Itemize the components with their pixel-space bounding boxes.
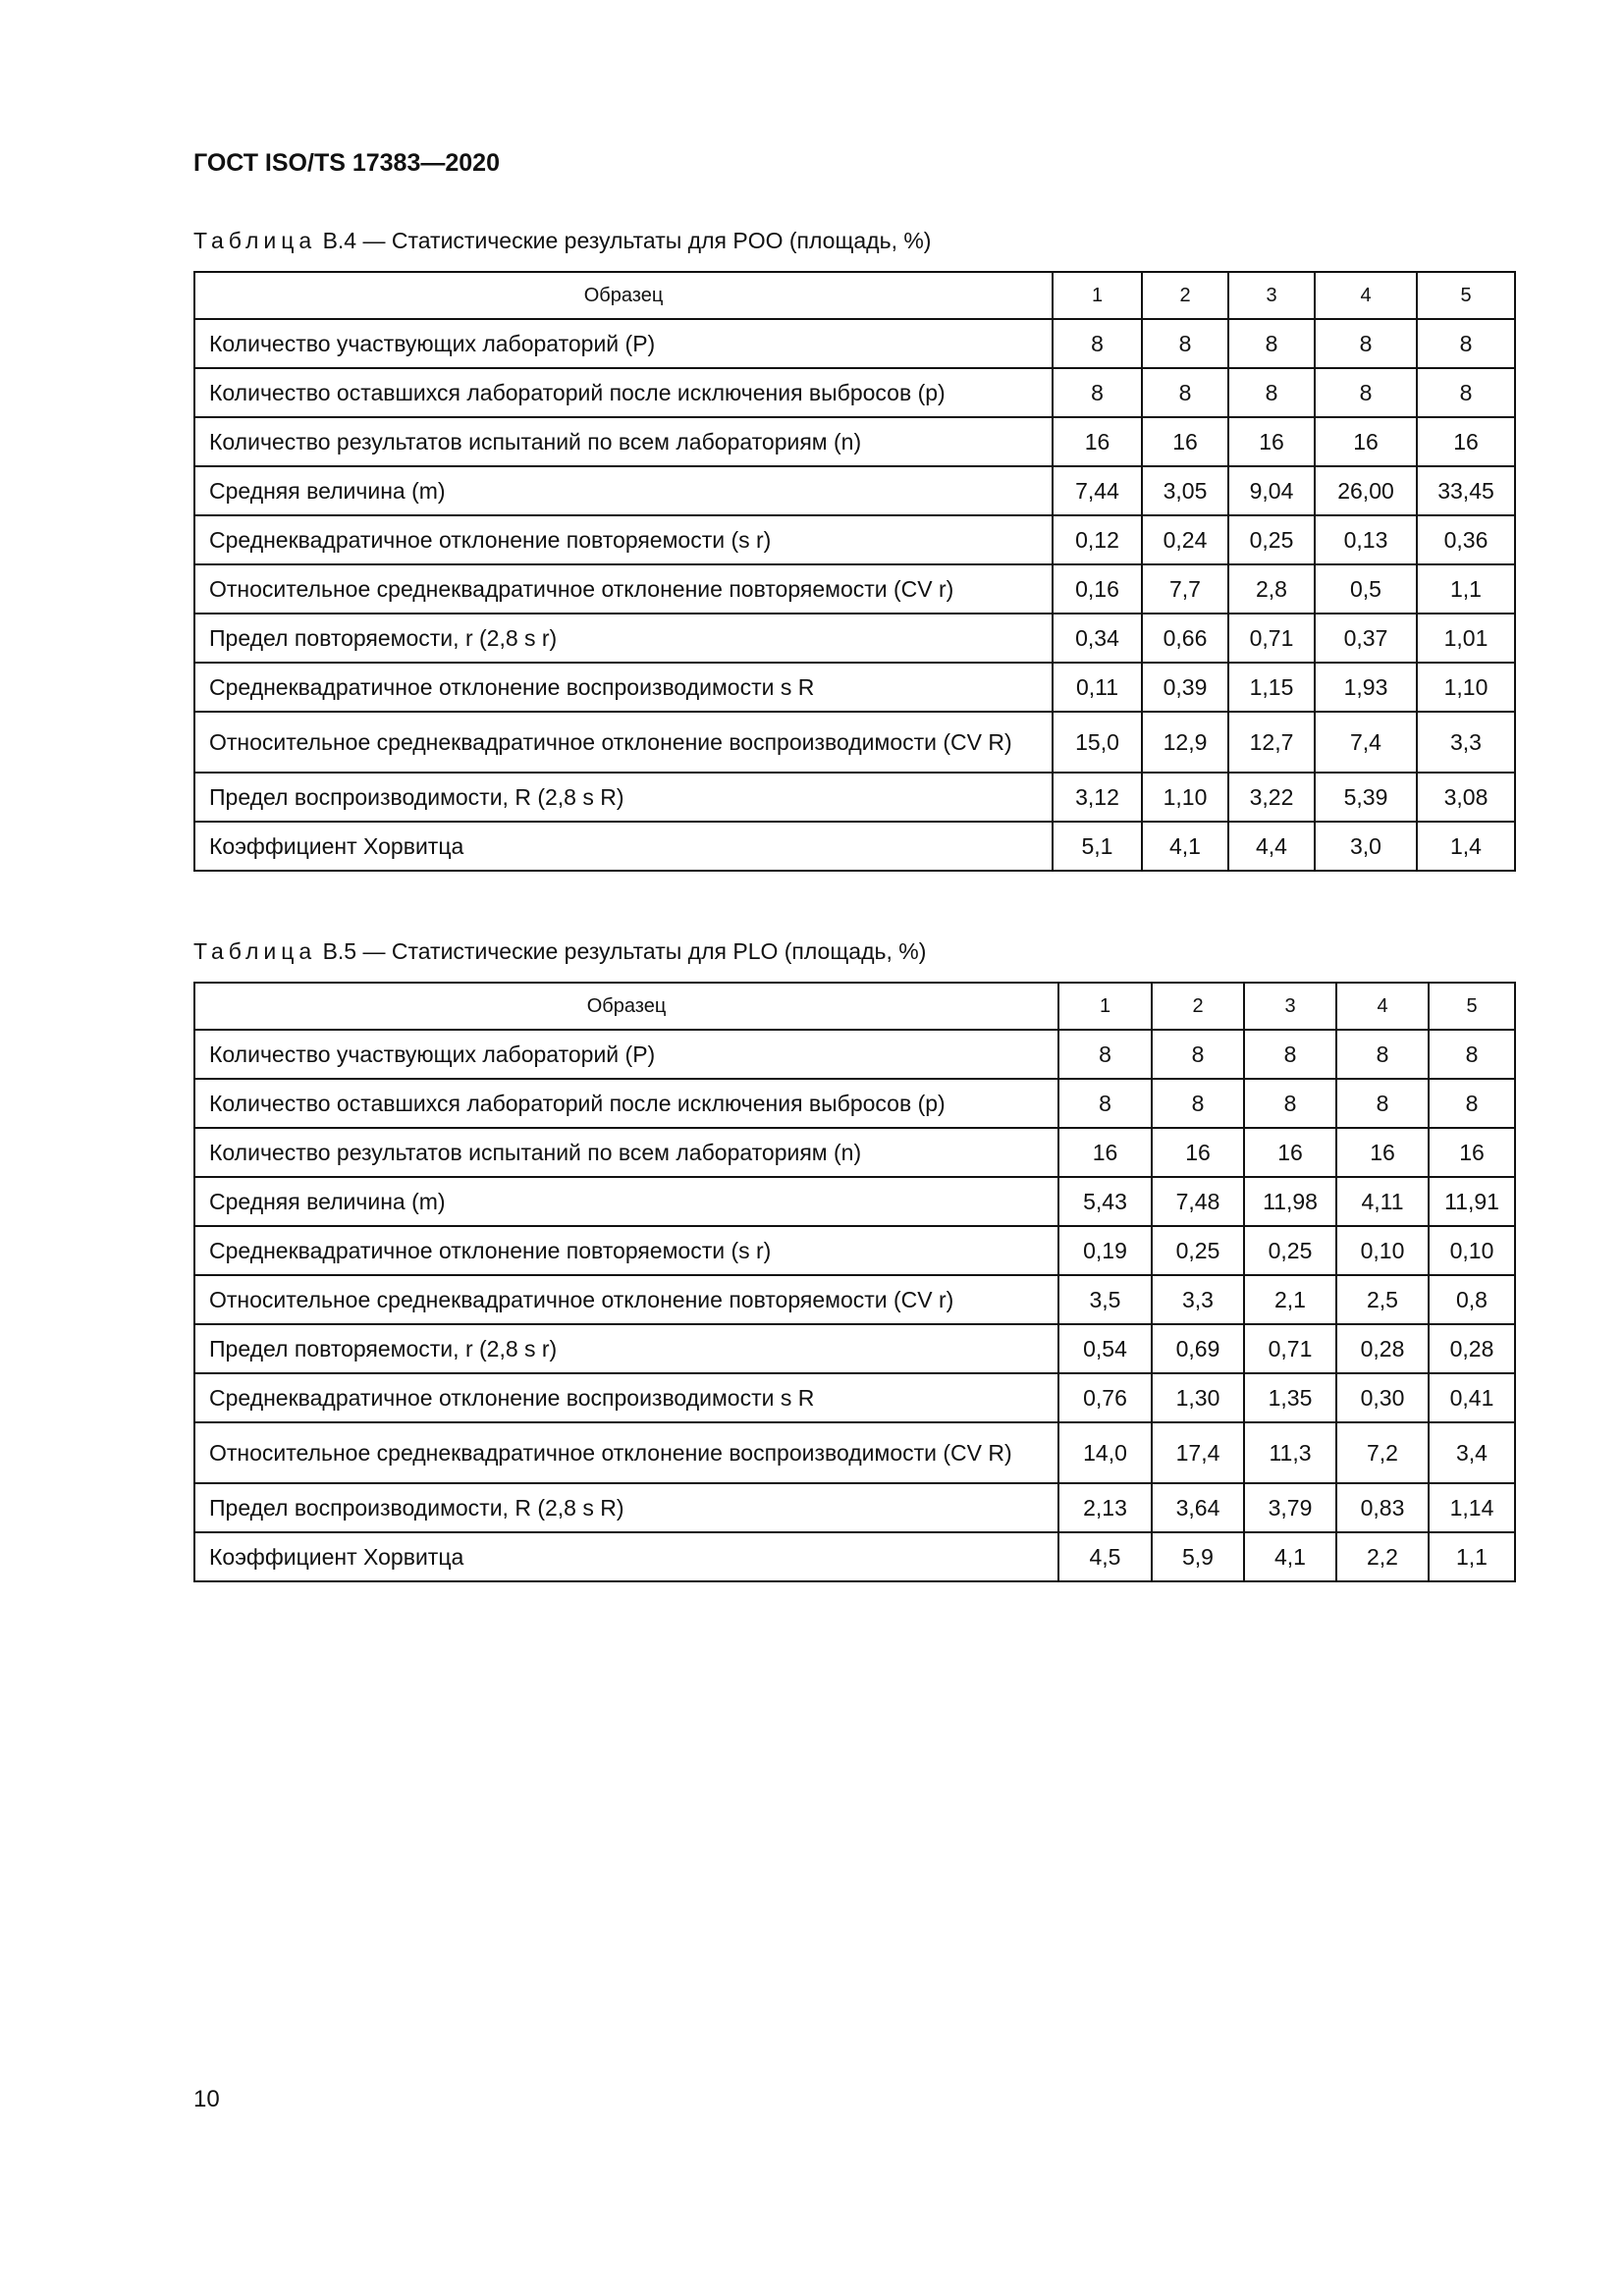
value-cell: 1,10 xyxy=(1142,773,1228,822)
value-cell: 16 xyxy=(1244,1128,1336,1177)
table-row xyxy=(194,1128,1515,1177)
value-cell: 4,1 xyxy=(1142,822,1228,871)
parameter-name-cell: Относительное среднеквадратичное отклонение воспроизводимости (CV R) xyxy=(194,712,1053,773)
document-code-header: ГОСТ ISO/TS 17383—2020 xyxy=(193,149,500,177)
table-row xyxy=(194,1532,1515,1581)
value-cell: 0,34 xyxy=(1053,614,1142,663)
value-cell: 12,9 xyxy=(1142,712,1228,773)
value-cell: 7,2 xyxy=(1336,1422,1429,1483)
value-cell: 3,64 xyxy=(1152,1483,1244,1532)
value-cell: 0,16 xyxy=(1053,564,1142,614)
parameter-name-cell: Среднеквадратичное отклонение повторяемости (s r) xyxy=(194,1226,1058,1275)
value-cell: 8 xyxy=(1142,319,1228,368)
value-cell: 2,8 xyxy=(1228,564,1315,614)
value-cell: 8 xyxy=(1244,1030,1336,1079)
value-cell: 0,5 xyxy=(1315,564,1417,614)
table-row xyxy=(194,822,1515,871)
table-b4-caption-text: В.4 — Статистические результаты для POO (площадь, %) xyxy=(316,228,932,253)
value-cell: 16 xyxy=(1336,1128,1429,1177)
value-cell: 4,5 xyxy=(1058,1532,1152,1581)
value-cell: 0,11 xyxy=(1053,663,1142,712)
value-cell: 12,7 xyxy=(1228,712,1315,773)
value-cell: 11,3 xyxy=(1244,1422,1336,1483)
value-cell: 3,4 xyxy=(1429,1422,1515,1483)
value-cell: 5,9 xyxy=(1152,1532,1244,1581)
value-cell: 1,10 xyxy=(1417,663,1515,712)
value-cell: 16 xyxy=(1058,1128,1152,1177)
table-row xyxy=(194,1226,1515,1275)
value-cell: 3,22 xyxy=(1228,773,1315,822)
value-cell: 0,39 xyxy=(1142,663,1228,712)
value-cell: 8 xyxy=(1142,368,1228,417)
table-row xyxy=(194,1422,1515,1483)
value-cell: 8 xyxy=(1152,1079,1244,1128)
value-cell: 14,0 xyxy=(1058,1422,1152,1483)
table-row xyxy=(194,1177,1515,1226)
value-cell: 0,25 xyxy=(1228,515,1315,564)
value-cell: 5,43 xyxy=(1058,1177,1152,1226)
table-b5-caption-text: В.5 — Статистические результаты для PLO (площадь, %) xyxy=(316,938,927,964)
value-cell: 0,71 xyxy=(1244,1324,1336,1373)
parameter-name-cell: Количество результатов испытаний по всем лабораториям (n) xyxy=(194,1128,1058,1177)
value-cell: 0,66 xyxy=(1142,614,1228,663)
value-cell: 0,37 xyxy=(1315,614,1417,663)
value-cell: 1,1 xyxy=(1417,564,1515,614)
table-row xyxy=(194,1483,1515,1532)
value-cell: 8 xyxy=(1429,1079,1515,1128)
value-cell: 16 xyxy=(1315,417,1417,466)
parameter-name-cell: Коэффициент Хорвитца xyxy=(194,1532,1058,1581)
table-row xyxy=(194,663,1515,712)
value-cell: 1,1 xyxy=(1429,1532,1515,1581)
value-cell: 8 xyxy=(1336,1079,1429,1128)
value-cell: 1,35 xyxy=(1244,1373,1336,1422)
column-header: Образец xyxy=(194,272,1053,319)
column-header: 1 xyxy=(1053,272,1142,319)
value-cell: 5,1 xyxy=(1053,822,1142,871)
value-cell: 2,2 xyxy=(1336,1532,1429,1581)
value-cell: 0,41 xyxy=(1429,1373,1515,1422)
value-cell: 3,3 xyxy=(1152,1275,1244,1324)
parameter-name-cell: Предел повторяемости, r (2,8 s r) xyxy=(194,1324,1058,1373)
table-b4 xyxy=(193,271,1516,872)
value-cell: 0,83 xyxy=(1336,1483,1429,1532)
value-cell: 8 xyxy=(1336,1030,1429,1079)
parameter-name-cell: Относительное среднеквадратичное отклонение повторяемости (CV r) xyxy=(194,564,1053,614)
value-cell: 1,01 xyxy=(1417,614,1515,663)
value-cell: 0,36 xyxy=(1417,515,1515,564)
value-cell: 4,1 xyxy=(1244,1532,1336,1581)
value-cell: 8 xyxy=(1228,319,1315,368)
value-cell: 0,25 xyxy=(1244,1226,1336,1275)
value-cell: 8 xyxy=(1244,1079,1336,1128)
column-header: 3 xyxy=(1244,983,1336,1030)
value-cell: 17,4 xyxy=(1152,1422,1244,1483)
table-b4-caption-label: Таблица xyxy=(193,228,317,253)
value-cell: 0,30 xyxy=(1336,1373,1429,1422)
value-cell: 0,71 xyxy=(1228,614,1315,663)
parameter-name-cell: Среднеквадратичное отклонение воспроизводимости s R xyxy=(194,1373,1058,1422)
parameter-name-cell: Относительное среднеквадратичное отклонение повторяемости (CV r) xyxy=(194,1275,1058,1324)
value-cell: 2,13 xyxy=(1058,1483,1152,1532)
value-cell: 15,0 xyxy=(1053,712,1142,773)
parameter-name-cell: Средняя величина (m) xyxy=(194,466,1053,515)
value-cell: 0,8 xyxy=(1429,1275,1515,1324)
value-cell: 33,45 xyxy=(1417,466,1515,515)
value-cell: 3,79 xyxy=(1244,1483,1336,1532)
table-row xyxy=(194,712,1515,773)
value-cell: 11,91 xyxy=(1429,1177,1515,1226)
value-cell: 3,5 xyxy=(1058,1275,1152,1324)
value-cell: 5,39 xyxy=(1315,773,1417,822)
table-row xyxy=(194,1324,1515,1373)
value-cell: 8 xyxy=(1417,368,1515,417)
value-cell: 16 xyxy=(1142,417,1228,466)
column-header: 4 xyxy=(1315,272,1417,319)
value-cell: 0,25 xyxy=(1152,1226,1244,1275)
column-header: 4 xyxy=(1336,983,1429,1030)
value-cell: 2,1 xyxy=(1244,1275,1336,1324)
table-row xyxy=(194,1275,1515,1324)
value-cell: 3,3 xyxy=(1417,712,1515,773)
table-row xyxy=(194,1079,1515,1128)
value-cell: 7,48 xyxy=(1152,1177,1244,1226)
value-cell: 26,00 xyxy=(1315,466,1417,515)
value-cell: 0,69 xyxy=(1152,1324,1244,1373)
parameter-name-cell: Относительное среднеквадратичное отклонение воспроизводимости (CV R) xyxy=(194,1422,1058,1483)
value-cell: 0,10 xyxy=(1336,1226,1429,1275)
parameter-name-cell: Количество оставшихся лабораторий после исключения выбросов (р) xyxy=(194,1079,1058,1128)
value-cell: 8 xyxy=(1053,368,1142,417)
value-cell: 3,05 xyxy=(1142,466,1228,515)
value-cell: 1,93 xyxy=(1315,663,1417,712)
value-cell: 8 xyxy=(1417,319,1515,368)
value-cell: 7,4 xyxy=(1315,712,1417,773)
value-cell: 1,14 xyxy=(1429,1483,1515,1532)
value-cell: 0,28 xyxy=(1429,1324,1515,1373)
value-cell: 8 xyxy=(1228,368,1315,417)
table-b5-caption xyxy=(193,938,926,965)
parameter-name-cell: Количество участвующих лабораторий (Р) xyxy=(194,1030,1058,1079)
parameter-name-cell: Количество участвующих лабораторий (Р) xyxy=(194,319,1053,368)
value-cell: 0,28 xyxy=(1336,1324,1429,1373)
value-cell: 11,98 xyxy=(1244,1177,1336,1226)
value-cell: 3,12 xyxy=(1053,773,1142,822)
value-cell: 16 xyxy=(1228,417,1315,466)
table-row xyxy=(194,1030,1515,1079)
column-header: 2 xyxy=(1152,983,1244,1030)
value-cell: 4,4 xyxy=(1228,822,1315,871)
column-header: 5 xyxy=(1429,983,1515,1030)
value-cell: 0,19 xyxy=(1058,1226,1152,1275)
parameter-name-cell: Предел повторяемости, r (2,8 s r) xyxy=(194,614,1053,663)
table-row xyxy=(194,368,1515,417)
table-b4-caption xyxy=(193,228,931,254)
value-cell: 7,44 xyxy=(1053,466,1142,515)
value-cell: 8 xyxy=(1152,1030,1244,1079)
table-b5-caption-label: Таблица xyxy=(193,938,317,964)
table-row xyxy=(194,417,1515,466)
value-cell: 9,04 xyxy=(1228,466,1315,515)
value-cell: 0,76 xyxy=(1058,1373,1152,1422)
column-header: 2 xyxy=(1142,272,1228,319)
value-cell: 8 xyxy=(1058,1030,1152,1079)
value-cell: 0,10 xyxy=(1429,1226,1515,1275)
table-header-row xyxy=(194,272,1515,319)
value-cell: 2,5 xyxy=(1336,1275,1429,1324)
value-cell: 3,0 xyxy=(1315,822,1417,871)
value-cell: 4,11 xyxy=(1336,1177,1429,1226)
value-cell: 1,15 xyxy=(1228,663,1315,712)
table-row xyxy=(194,515,1515,564)
value-cell: 0,24 xyxy=(1142,515,1228,564)
value-cell: 8 xyxy=(1315,368,1417,417)
column-header: 5 xyxy=(1417,272,1515,319)
value-cell: 8 xyxy=(1315,319,1417,368)
parameter-name-cell: Предел воспроизводимости, R (2,8 s R) xyxy=(194,773,1053,822)
value-cell: 1,4 xyxy=(1417,822,1515,871)
value-cell: 0,12 xyxy=(1053,515,1142,564)
value-cell: 16 xyxy=(1429,1128,1515,1177)
value-cell: 8 xyxy=(1058,1079,1152,1128)
parameter-name-cell: Среднеквадратичное отклонение воспроизводимости s R xyxy=(194,663,1053,712)
parameter-name-cell: Коэффициент Хорвитца xyxy=(194,822,1053,871)
column-header: Образец xyxy=(194,983,1058,1030)
table-row xyxy=(194,773,1515,822)
table-header-row xyxy=(194,983,1515,1030)
table-row xyxy=(194,466,1515,515)
column-header: 1 xyxy=(1058,983,1152,1030)
table-row xyxy=(194,564,1515,614)
parameter-name-cell: Количество оставшихся лабораторий после исключения выбросов (р) xyxy=(194,368,1053,417)
column-header: 3 xyxy=(1228,272,1315,319)
table-row xyxy=(194,1373,1515,1422)
value-cell: 3,08 xyxy=(1417,773,1515,822)
page-number: 10 xyxy=(193,2086,220,2112)
value-cell: 16 xyxy=(1152,1128,1244,1177)
parameter-name-cell: Количество результатов испытаний по всем лабораториям (n) xyxy=(194,417,1053,466)
parameter-name-cell: Средняя величина (m) xyxy=(194,1177,1058,1226)
parameter-name-cell: Предел воспроизводимости, R (2,8 s R) xyxy=(194,1483,1058,1532)
value-cell: 8 xyxy=(1053,319,1142,368)
value-cell: 0,13 xyxy=(1315,515,1417,564)
table-row xyxy=(194,614,1515,663)
value-cell: 1,30 xyxy=(1152,1373,1244,1422)
parameter-name-cell: Среднеквадратичное отклонение повторяемости (s r) xyxy=(194,515,1053,564)
table-row xyxy=(194,319,1515,368)
value-cell: 16 xyxy=(1053,417,1142,466)
value-cell: 7,7 xyxy=(1142,564,1228,614)
value-cell: 16 xyxy=(1417,417,1515,466)
table-b5 xyxy=(193,982,1516,1582)
value-cell: 0,54 xyxy=(1058,1324,1152,1373)
value-cell: 8 xyxy=(1429,1030,1515,1079)
